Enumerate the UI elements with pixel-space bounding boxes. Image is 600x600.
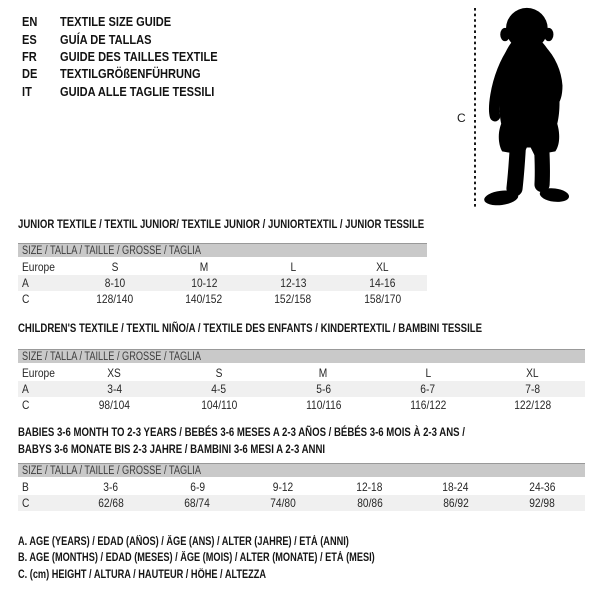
row-label: C — [22, 292, 30, 306]
language-label: GUIDE DES TAILLES TEXTILE — [60, 48, 218, 64]
row-label: C — [22, 398, 30, 412]
size-header-row — [18, 243, 427, 259]
size-header-row — [18, 463, 585, 479]
cell-value: S — [215, 366, 223, 380]
row-label: A — [18, 275, 70, 291]
table-row — [18, 381, 585, 397]
baby-silhouette — [483, 8, 569, 207]
cell-value: 62/68 — [68, 495, 154, 511]
cell-value: 104/110 — [200, 398, 237, 412]
table-title: CHILDREN'S TEXTILE / TEXTIL NIÑO/A / TEXTILE DES ENFANTS / KINDERTEXTIL / BAMBINI TESSILE — [18, 321, 483, 335]
cell-value: 6-7 — [376, 381, 481, 397]
language-row — [22, 13, 245, 30]
table-title: JUNIOR TEXTILE / TEXTIL JUNIOR/ TEXTILE JUNIOR / JUNIORTEXTIL / JUNIOR TESSILE — [18, 217, 425, 231]
table-title: BABYS 3-6 MONATE BIS 2-3 JAHRE / BAMBINI 3-6 MESI A 2-3 ANNI — [18, 442, 326, 456]
footnote-line: B. AGE (MONTHS) / EDAD (MESES) / ÂGE (MOIS) / ALTER (MONATE) / ETÀ (MESI) — [18, 552, 375, 565]
cell-value: 98/104 — [98, 398, 130, 412]
cell-value: 92/98 — [499, 495, 585, 511]
row-label: Europe — [22, 366, 55, 380]
language-label: GUÍA DE TALLAS — [60, 31, 152, 47]
cell-value: 3-4 — [62, 381, 167, 397]
footnotes — [18, 536, 464, 585]
size-table-children — [18, 349, 585, 413]
cell-value: M — [319, 366, 328, 380]
cell-value: 116/122 — [410, 398, 447, 412]
height-measure-figure — [452, 2, 582, 214]
cell-value: L — [290, 260, 296, 274]
children-section-title — [18, 320, 598, 337]
cell-value: 5-6 — [271, 381, 376, 397]
table-title: BABIES 3-6 MONTH TO 2-3 YEARS / BEBÉS 3-6 MESES A 2-3 AÑOS / BÉBÉS 3-6 MOIS À 2-3 ANS / — [18, 425, 465, 439]
cell-value: 12-18 — [356, 480, 383, 494]
table-row — [18, 259, 427, 275]
cell-value: 152/158 — [274, 292, 312, 306]
cell-value: XL — [376, 260, 389, 274]
cell-value: 158/170 — [363, 292, 401, 306]
cell-value: M — [199, 260, 209, 274]
language-row — [22, 48, 245, 65]
cell-value: 86/92 — [413, 495, 499, 511]
cell-value: 3-6 — [103, 480, 119, 494]
cell-value: 80/86 — [326, 495, 412, 511]
cell-value: 14-16 — [338, 275, 427, 291]
language-code: FR — [22, 48, 37, 64]
cell-value: 12-13 — [249, 275, 338, 291]
cell-value: 122/128 — [514, 398, 552, 412]
size-header-label: SIZE / TALLA / TAILLE / GRÖSSE / TAGLIA — [22, 244, 201, 257]
language-row — [22, 65, 245, 82]
cell-value: 140/152 — [185, 292, 223, 306]
cell-value: 74/80 — [240, 495, 326, 511]
row-label: C — [18, 495, 68, 511]
language-label: GUIDA ALLE TAGLIE TESSILI — [60, 83, 215, 99]
cell-value: 8-10 — [70, 275, 159, 291]
language-row — [22, 30, 245, 47]
language-code: ES — [22, 31, 37, 47]
cell-value: 9-12 — [273, 480, 294, 494]
cell-value: 68/74 — [154, 495, 240, 511]
cell-value: L — [425, 366, 431, 380]
size-table-junior — [18, 243, 427, 307]
cell-value: 24-36 — [528, 480, 555, 494]
cell-value: 10-12 — [159, 275, 248, 291]
size-table-babies — [18, 463, 585, 511]
size-header-label: SIZE / TALLA / TAILLE / GRÖSSE / TAGLIA — [22, 350, 201, 363]
cell-value: 4-5 — [167, 381, 272, 397]
cell-value: S — [111, 260, 119, 274]
table-row — [18, 365, 585, 381]
row-label: A — [18, 381, 62, 397]
babies-section-title — [18, 424, 577, 458]
language-row — [22, 83, 245, 100]
size-header-row — [18, 349, 585, 365]
size-header-label: SIZE / TALLA / TAILLE / GRÖSSE / TAGLIA — [22, 464, 201, 477]
cell-value: 110/116 — [305, 398, 342, 412]
cell-value: XL — [526, 366, 539, 380]
table-row — [18, 275, 427, 291]
table-row — [18, 291, 427, 307]
junior-section-title — [18, 216, 526, 233]
row-label: B — [22, 480, 29, 494]
table-row — [18, 479, 585, 495]
footnote-line: A. AGE (YEARS) / EDAD (AÑOS) / ÂGE (ANS) / ALTER (JAHRE) / ETÀ (ANNI) — [18, 536, 349, 548]
footnote-line: C. (cm) HEIGHT / ALTURA / HAUTEUR / HÖHE / ALTEZZA — [18, 568, 267, 581]
language-code: DE — [22, 66, 38, 82]
cell-value: XS — [107, 366, 122, 380]
height-label: C — [457, 111, 466, 125]
language-guide-list — [22, 13, 245, 100]
cell-value: 6-9 — [189, 480, 205, 494]
language-code: IT — [22, 83, 32, 99]
row-label: Europe — [22, 260, 55, 274]
cell-value: 7-8 — [480, 381, 585, 397]
table-row — [18, 495, 585, 511]
language-label: TEXTILGRÖßENFÜHRUNG — [60, 66, 201, 82]
language-label: TEXTILE SIZE GUIDE — [60, 14, 172, 30]
table-row — [18, 397, 585, 413]
cell-value: 128/140 — [96, 292, 134, 306]
cell-value: 18-24 — [442, 480, 469, 494]
language-code: EN — [22, 14, 38, 30]
